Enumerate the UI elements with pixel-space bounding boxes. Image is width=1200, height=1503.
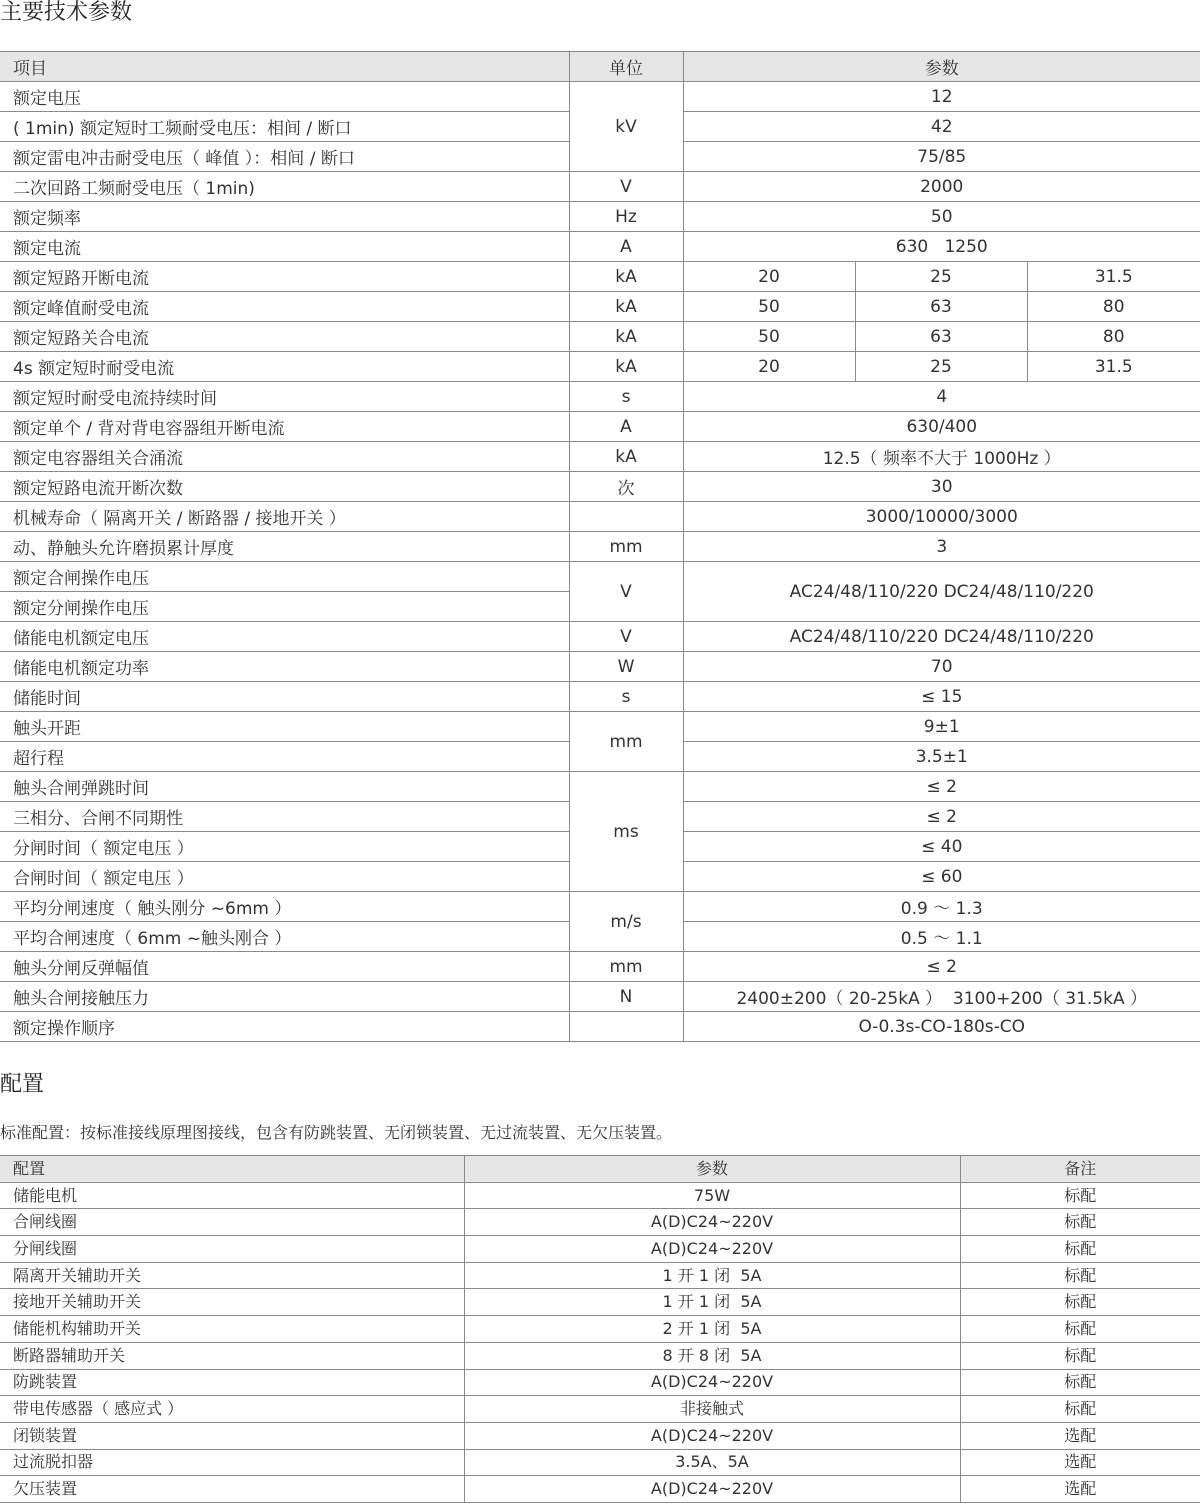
table-row [0, 952, 1200, 982]
config-section-title: 配置 [0, 1072, 45, 1097]
row-item: 4s 额定短时耐受电流 [0, 352, 569, 382]
table-row [0, 1236, 1200, 1263]
row-item: 储能电机额定功率 [0, 652, 569, 682]
table-row [0, 1316, 1200, 1343]
row-value: 12.5（ 频率不大于 1000Hz ） [683, 442, 1200, 472]
table-row [0, 82, 1200, 112]
config-note: 标配 [960, 1209, 1200, 1236]
row-value-20ka: 50 [683, 322, 855, 352]
table-row [0, 772, 1200, 802]
table-row [0, 1369, 1200, 1396]
row-unit [569, 1012, 683, 1042]
row-item: 触头开距 [0, 712, 569, 742]
config-name: 防跳装置 [0, 1369, 464, 1396]
row-value: 0.9 ～ 1.3 [683, 892, 1200, 922]
config-param: A(D)C24~220V [464, 1369, 960, 1396]
row-value: 9±1 [683, 712, 1200, 742]
config-note: 标配 [960, 1316, 1200, 1343]
row-value: AC24/48/110/220 DC24/48/110/220 [683, 562, 1200, 622]
table-row [0, 652, 1200, 682]
row-item: 额定短时耐受电流持续时间 [0, 382, 569, 412]
row-value-31-5ka: 80 [1027, 322, 1200, 352]
config-note: 标配 [960, 1369, 1200, 1396]
table-header-row [0, 1156, 1200, 1183]
row-item: 额定频率 [0, 202, 569, 232]
row-value: ≤ 15 [683, 682, 1200, 712]
config-name: 隔离开关辅助开关 [0, 1262, 464, 1289]
row-unit: V [569, 562, 683, 622]
config-name: 储能机构辅助开关 [0, 1316, 464, 1343]
row-value: 42 [683, 112, 1200, 142]
row-value-25ka: 25 [855, 262, 1027, 292]
row-unit: m/s [569, 892, 683, 952]
config-name: 过流脱扣器 [0, 1449, 464, 1476]
config-name: 闭锁装置 [0, 1422, 464, 1449]
table-row [0, 562, 1200, 592]
row-item: 额定短路电流开断次数 [0, 472, 569, 502]
row-value: AC24/48/110/220 DC24/48/110/220 [683, 622, 1200, 652]
table-row [0, 1262, 1200, 1289]
row-value-31-5ka: 31.5 [1027, 262, 1200, 292]
row-unit: V [569, 172, 683, 202]
row-unit: kA [569, 322, 683, 352]
table-row [0, 1476, 1200, 1503]
row-item: 额定操作顺序 [0, 1012, 569, 1042]
config-note: 选配 [960, 1476, 1200, 1503]
header-item: 项目 [0, 52, 569, 82]
row-value-31-5ka: 80 [1027, 292, 1200, 322]
row-value: 3000/10000/3000 [683, 502, 1200, 532]
config-name: 欠压装置 [0, 1476, 464, 1503]
config-name: 合闸线圈 [0, 1209, 464, 1236]
table-row [0, 262, 1200, 292]
row-value: 3.5±1 [683, 742, 1200, 772]
row-unit: kA [569, 262, 683, 292]
table-row [0, 1342, 1200, 1369]
row-item: 储能时间 [0, 682, 569, 712]
config-note: 标配 [960, 1262, 1200, 1289]
row-unit: kA [569, 352, 683, 382]
row-value: 50 [683, 202, 1200, 232]
row-item: 机械寿命（ 隔离开关 / 断路器 / 接地开关 ） [0, 502, 569, 532]
row-unit: A [569, 232, 683, 262]
table-row [0, 622, 1200, 652]
row-value: ≤ 60 [683, 862, 1200, 892]
row-item: 额定单个 / 背对背电容器组开断电流 [0, 412, 569, 442]
row-unit: kA [569, 292, 683, 322]
row-value: 0.5 ～ 1.1 [683, 922, 1200, 952]
row-unit: Hz [569, 202, 683, 232]
row-value: 630/400 [683, 412, 1200, 442]
table-row [0, 1012, 1200, 1042]
row-value: 70 [683, 652, 1200, 682]
row-unit: mm [569, 952, 683, 982]
row-value-31-5ka: 31.5 [1027, 352, 1200, 382]
row-item: ( 1min) 额定短时工频耐受电压：相间 / 断口 [0, 112, 569, 142]
row-unit: kA [569, 442, 683, 472]
row-item: 三相分、合闸不同期性 [0, 802, 569, 832]
row-value: 3 [683, 532, 1200, 562]
row-unit: mm [569, 532, 683, 562]
config-name: 带电传感器（ 感应式 ） [0, 1396, 464, 1423]
row-item: 额定分闸操作电压 [0, 592, 569, 622]
table-row [0, 1449, 1200, 1476]
table-row [0, 532, 1200, 562]
row-item: 储能电机额定电压 [0, 622, 569, 652]
header-param: 参数 [683, 52, 1200, 82]
table-row [0, 292, 1200, 322]
config-note: 选配 [960, 1449, 1200, 1476]
row-item: 额定电压 [0, 82, 569, 112]
row-item: 分闸时间（ 额定电压 ） [0, 832, 569, 862]
config-note: 标配 [960, 1342, 1200, 1369]
row-value-20ka: 20 [683, 262, 855, 292]
config-param: 2 开 1 闭 5A [464, 1316, 960, 1343]
row-item: 额定雷电冲击耐受电压（ 峰值 ）：相间 / 断口 [0, 142, 569, 172]
config-param: 75W [464, 1182, 960, 1209]
config-note: 标配 [960, 1396, 1200, 1423]
table-row [0, 382, 1200, 412]
row-item: 二次回路工频耐受电压（ 1min) [0, 172, 569, 202]
row-value: ≤ 2 [683, 802, 1200, 832]
table-row [0, 982, 1200, 1012]
row-value: 2000 [683, 172, 1200, 202]
config-intro: 标准配置：按标准接线原理图接线，包含有防跳装置、无闭锁装置、无过流装置、无欠压装置。 [0, 1123, 673, 1142]
row-item: 额定短路关合电流 [0, 322, 569, 352]
config-param: 1 开 1 闭 5A [464, 1262, 960, 1289]
row-unit: kV [569, 82, 683, 172]
row-item: 超行程 [0, 742, 569, 772]
row-value: ≤ 40 [683, 832, 1200, 862]
table-row [0, 502, 1200, 532]
row-value: ≤ 2 [683, 952, 1200, 982]
table-row [0, 1209, 1200, 1236]
table-row [0, 1289, 1200, 1316]
table-row [0, 1422, 1200, 1449]
table-row [0, 472, 1200, 502]
row-item: 平均分闸速度（ 触头刚分 ~6mm ） [0, 892, 569, 922]
row-unit: A [569, 412, 683, 442]
table-row [0, 442, 1200, 472]
row-item: 动、静触头允许磨损累计厚度 [0, 532, 569, 562]
table-row [0, 202, 1200, 232]
table-row [0, 892, 1200, 922]
row-unit: ms [569, 772, 683, 892]
config-table [0, 1155, 1200, 1503]
config-param: A(D)C24~220V [464, 1422, 960, 1449]
config-param: A(D)C24~220V [464, 1236, 960, 1263]
table-row [0, 682, 1200, 712]
row-value: 630 1250 [683, 232, 1200, 262]
config-note: 选配 [960, 1422, 1200, 1449]
row-value: 75/85 [683, 142, 1200, 172]
header-config: 配置 [0, 1156, 464, 1183]
row-item: 合闸时间（ 额定电压 ） [0, 862, 569, 892]
header-note: 备注 [960, 1156, 1200, 1183]
row-unit: N [569, 982, 683, 1012]
row-unit: V [569, 622, 683, 652]
config-name: 分闸线圈 [0, 1236, 464, 1263]
table-row [0, 712, 1200, 742]
table-row [0, 232, 1200, 262]
header-unit: 单位 [569, 52, 683, 82]
row-unit: s [569, 382, 683, 412]
row-value: 30 [683, 472, 1200, 502]
config-param: 非接触式 [464, 1396, 960, 1423]
row-item: 触头分闸反弹幅值 [0, 952, 569, 982]
row-item: 额定短路开断电流 [0, 262, 569, 292]
spec-section-title: 主要技术参数 [0, 0, 133, 25]
config-param: A(D)C24~220V [464, 1476, 960, 1503]
row-unit: W [569, 652, 683, 682]
row-unit: mm [569, 712, 683, 772]
table-row [0, 412, 1200, 442]
row-value-20ka: 20 [683, 352, 855, 382]
row-value: 2400±200（ 20-25kA ） 3100+200（ 31.5kA ） [683, 982, 1200, 1012]
row-item: 平均合闸速度（ 6mm ~触头刚合 ） [0, 922, 569, 952]
table-row [0, 172, 1200, 202]
config-param: 3.5A、5A [464, 1449, 960, 1476]
config-param: A(D)C24~220V [464, 1209, 960, 1236]
spec-table [0, 51, 1200, 1042]
row-unit [569, 502, 683, 532]
row-value-20ka: 50 [683, 292, 855, 322]
row-value: 4 [683, 382, 1200, 412]
row-value-25ka: 63 [855, 292, 1027, 322]
config-name: 储能电机 [0, 1182, 464, 1209]
row-item: 额定电流 [0, 232, 569, 262]
header-param: 参数 [464, 1156, 960, 1183]
table-row [0, 322, 1200, 352]
config-param: 1 开 1 闭 5A [464, 1289, 960, 1316]
row-unit: s [569, 682, 683, 712]
row-item: 额定合闸操作电压 [0, 562, 569, 592]
table-row [0, 1182, 1200, 1209]
table-row [0, 1396, 1200, 1423]
config-note: 标配 [960, 1236, 1200, 1263]
config-note: 标配 [960, 1182, 1200, 1209]
config-name: 接地开关辅助开关 [0, 1289, 464, 1316]
row-item: 触头合闸弹跳时间 [0, 772, 569, 802]
config-note: 标配 [960, 1289, 1200, 1316]
row-item: 额定峰值耐受电流 [0, 292, 569, 322]
row-value: O-0.3s-CO-180s-CO [683, 1012, 1200, 1042]
table-row [0, 352, 1200, 382]
row-item: 额定电容器组关合涌流 [0, 442, 569, 472]
row-item: 触头合闸接触压力 [0, 982, 569, 1012]
row-unit: 次 [569, 472, 683, 502]
row-value-25ka: 25 [855, 352, 1027, 382]
row-value-25ka: 63 [855, 322, 1027, 352]
config-param: 8 开 8 闭 5A [464, 1342, 960, 1369]
row-value: 12 [683, 82, 1200, 112]
config-name: 断路器辅助开关 [0, 1342, 464, 1369]
table-header-row [0, 52, 1200, 82]
row-value: ≤ 2 [683, 772, 1200, 802]
